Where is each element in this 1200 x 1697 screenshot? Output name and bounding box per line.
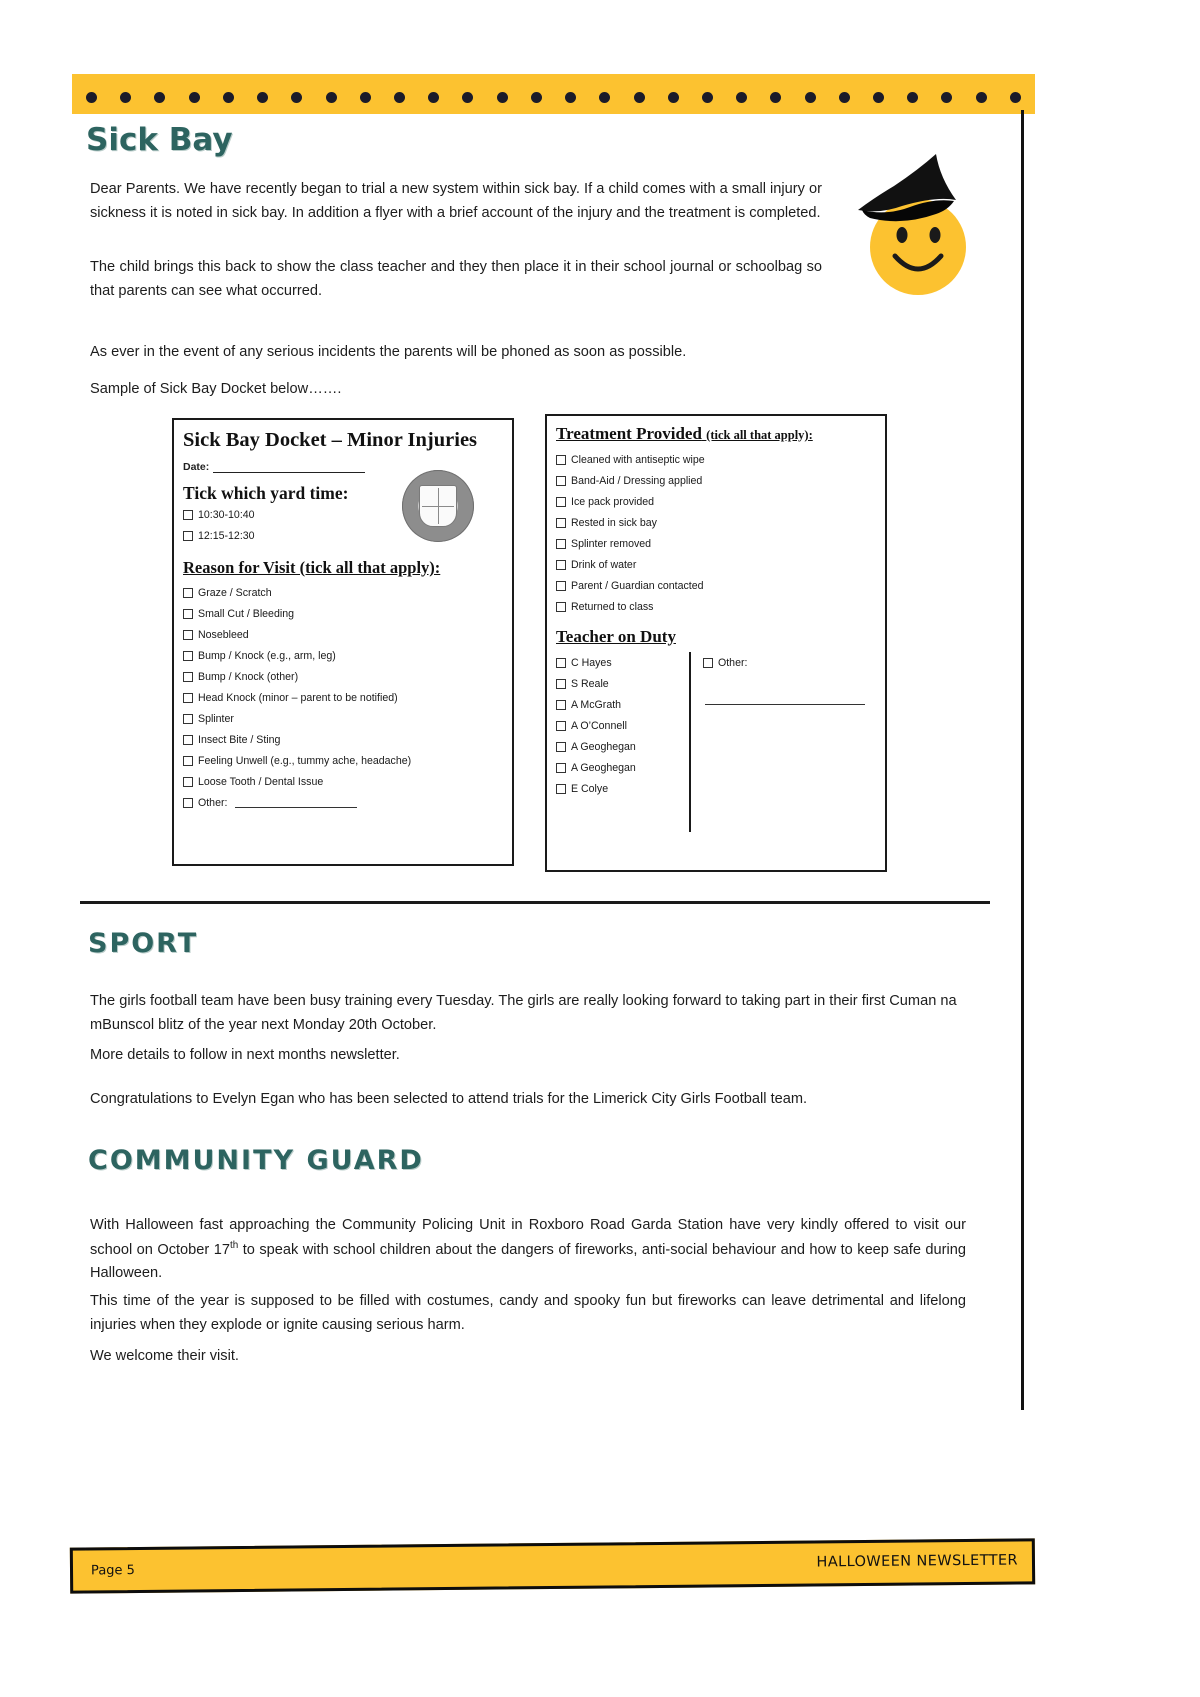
reason-other-input[interactable]	[235, 797, 357, 808]
checkbox-label: Nosebleed	[198, 628, 249, 641]
section-divider	[80, 901, 990, 904]
treatment-provided-title	[556, 424, 885, 444]
docket-date-input[interactable]	[213, 461, 365, 473]
teacher-option[interactable]	[556, 652, 689, 673]
dot-icon	[189, 92, 200, 103]
treatment-option[interactable]	[556, 596, 885, 617]
checkbox-icon[interactable]	[556, 497, 566, 507]
reason-for-visit-options	[174, 582, 512, 792]
checkbox-icon[interactable]	[556, 602, 566, 612]
section-title-sport: SPORT	[88, 928, 199, 959]
checkbox-label: 12:15-12:30	[198, 529, 255, 542]
reason-other-label: Other:	[198, 796, 228, 809]
checkbox-label: E Colye	[571, 782, 609, 795]
treatment-title-sub: (tick all that apply):	[706, 428, 813, 442]
reason-option[interactable]	[183, 645, 512, 666]
dot-icon	[599, 92, 610, 103]
reason-option[interactable]	[183, 603, 512, 624]
checkbox-label: Band-Aid / Dressing applied	[571, 474, 703, 487]
school-crest-icon	[402, 470, 474, 542]
checkbox-icon[interactable]	[556, 560, 566, 570]
teacher-option[interactable]	[556, 778, 689, 799]
docket-date-label: Date:	[183, 461, 210, 473]
checkbox-label: A O’Connell	[571, 719, 627, 732]
checkbox-icon[interactable]	[556, 539, 566, 549]
top-decorative-bar	[72, 74, 1035, 114]
reason-other-row[interactable]	[183, 792, 512, 813]
checkbox-icon[interactable]	[183, 630, 193, 640]
sick-bay-paragraph-3: As ever in the event of any serious incidents the parents will be phoned as soon as possible.	[90, 344, 687, 360]
checkbox-icon[interactable]	[556, 721, 566, 731]
checkbox-icon[interactable]	[183, 531, 193, 541]
dot-icon	[634, 92, 645, 103]
checkbox-label: Bump / Knock (e.g., arm, leg)	[198, 649, 336, 662]
reason-option[interactable]	[183, 750, 512, 771]
checkbox-icon[interactable]	[183, 651, 193, 661]
checkbox-icon[interactable]	[556, 679, 566, 689]
sick-bay-paragraph-4: Sample of Sick Bay Docket below…….	[90, 381, 342, 397]
teacher-on-duty-title: Teacher on Duty	[556, 627, 676, 646]
checkbox-label: S Reale	[571, 677, 609, 690]
teacher-other-row[interactable]	[703, 652, 885, 673]
reason-option[interactable]	[183, 771, 512, 792]
checkbox-label: Splinter removed	[571, 537, 652, 550]
dot-icon	[839, 92, 850, 103]
teacher-option[interactable]	[556, 757, 689, 778]
checkbox-icon[interactable]	[183, 693, 193, 703]
dot-icon	[462, 92, 473, 103]
cg-p1-part-b: to speak with school children about the dangers of fireworks, anti-social behaviour and how to keep safe during Halloween.	[90, 1241, 966, 1282]
dot-icon	[291, 92, 302, 103]
checkbox-label: Cleaned with antiseptic wipe	[571, 453, 705, 466]
reason-option[interactable]	[183, 729, 512, 750]
checkbox-icon[interactable]	[556, 742, 566, 752]
sport-paragraph-1: The girls football team have been busy training every Tuesday. The girls are really looking forward to taking part in their first Cuman na mBunscol blitz of the year next Monday 20th October.	[90, 993, 957, 1033]
checkbox-icon[interactable]	[183, 714, 193, 724]
cg-p1-part-a: With Halloween fast approaching the Community Policing Unit in Roxboro Road Garda Station have very kindly offered to visit our school on October 17	[90, 1217, 966, 1258]
checkbox-label: Parent / Guardian contacted	[571, 579, 704, 592]
checkbox-label: Ice pack provided	[571, 495, 655, 508]
sick-bay-paragraph-2: The child brings this back to show the class teacher and they then place it in their school journal or schoolbag so that parents can see what occurred.	[90, 259, 822, 299]
checkbox-icon[interactable]	[556, 581, 566, 591]
checkbox-icon[interactable]	[556, 455, 566, 465]
cg-p1-ordinal: th	[229, 1239, 239, 1251]
checkbox-label: Bump / Knock (other)	[198, 670, 299, 683]
docket-date-row	[183, 461, 512, 473]
treatment-option[interactable]	[556, 491, 885, 512]
reason-option[interactable]	[183, 582, 512, 603]
community-guard-paragraph-3: We welcome their visit.	[90, 1348, 239, 1364]
checkbox-label: A Geoghegan	[571, 761, 636, 774]
checkbox-icon[interactable]	[183, 672, 193, 682]
checkbox-icon[interactable]	[556, 784, 566, 794]
teacher-other-label: Other:	[718, 656, 748, 669]
treatment-options	[547, 449, 885, 617]
page-title-sick-bay: Sick Bay	[86, 122, 233, 158]
checkbox-icon[interactable]	[556, 700, 566, 710]
checkbox-label: Small Cut / Bleeding	[198, 607, 294, 620]
checkbox-icon[interactable]	[556, 476, 566, 486]
dot-icon	[428, 92, 439, 103]
yard-time-title: Tick which yard time:	[183, 483, 349, 503]
dot-icon	[497, 92, 508, 103]
dot-icon	[257, 92, 268, 103]
checkbox-icon[interactable]	[183, 735, 193, 745]
treatment-option[interactable]	[556, 449, 885, 470]
dot-icon	[805, 92, 816, 103]
treatment-option[interactable]	[556, 575, 885, 596]
checkbox-label: Splinter	[198, 712, 234, 725]
dot-icon	[531, 92, 542, 103]
sick-bay-docket-left	[172, 418, 514, 866]
dot-icon	[1010, 92, 1021, 103]
halloween-smiley-icon	[840, 140, 1000, 310]
treatment-option[interactable]	[556, 554, 885, 575]
checkbox-icon[interactable]	[703, 658, 713, 668]
checkbox-label: Insect Bite / Sting	[198, 733, 281, 746]
teacher-option[interactable]	[556, 736, 689, 757]
dot-icon	[86, 92, 97, 103]
checkbox-label: Feeling Unwell (e.g., tummy ache, headache)	[198, 754, 412, 767]
checkbox-icon[interactable]	[183, 798, 193, 808]
reason-option[interactable]	[183, 708, 512, 729]
checkbox-icon[interactable]	[556, 518, 566, 528]
reason-option[interactable]	[183, 666, 512, 687]
checkbox-label: Graze / Scratch	[198, 586, 272, 599]
checkbox-icon[interactable]	[183, 777, 193, 787]
treatment-option[interactable]	[556, 470, 885, 491]
treatment-option[interactable]	[556, 533, 885, 554]
checkbox-label: Drink of water	[571, 558, 637, 571]
footer-newsletter-title: HALLOWEEN NEWSLETTER	[816, 1552, 1019, 1571]
teacher-other-input[interactable]	[705, 703, 865, 705]
dot-icon	[154, 92, 165, 103]
dot-icon	[360, 92, 371, 103]
teacher-on-duty-columns	[547, 652, 885, 832]
dot-icon	[976, 92, 987, 103]
dot-icon	[668, 92, 679, 103]
dot-icon	[873, 92, 884, 103]
dot-icon	[326, 92, 337, 103]
teacher-option[interactable]	[556, 715, 689, 736]
community-guard-paragraph-2: This time of the year is supposed to be filled with costumes, candy and spooky fun but fireworks can leave detrimental and lifelong injuries when they explode or ignite causing serious harm.	[90, 1293, 966, 1333]
treatment-option[interactable]	[556, 512, 885, 533]
checkbox-label: Rested in sick bay	[571, 516, 657, 529]
reason-option[interactable]	[183, 624, 512, 645]
section-title-community-guard: COMMUNITY GUARD	[88, 1145, 424, 1176]
footer-page-number: Page 5	[90, 1563, 135, 1579]
teacher-list	[547, 652, 691, 832]
dot-icon	[223, 92, 234, 103]
checkbox-label: C Hayes	[571, 656, 612, 669]
checkbox-icon[interactable]	[556, 763, 566, 773]
sick-bay-docket-right	[545, 414, 887, 872]
dot-icon	[394, 92, 405, 103]
checkbox-label: Loose Tooth / Dental Issue	[198, 775, 324, 788]
sick-bay-paragraph-1: Dear Parents. We have recently began to trial a new system within sick bay. If a child comes with a small injury or sickness it is noted in sick bay. In addition a flyer with a brief account of the injury and the treatment is completed.	[90, 181, 822, 221]
dot-icon	[565, 92, 576, 103]
teacher-option[interactable]	[556, 694, 689, 715]
teacher-other-column	[691, 652, 885, 832]
treatment-title-main: Treatment Provided	[556, 424, 702, 443]
dot-icon	[702, 92, 713, 103]
checkbox-label: Head Knock (minor – parent to be notified)	[198, 691, 398, 704]
page-footer	[70, 1538, 1035, 1593]
dot-icon	[770, 92, 781, 103]
dot-icon	[941, 92, 952, 103]
sport-paragraph-2: More details to follow in next months newsletter.	[90, 1047, 400, 1063]
checkbox-icon[interactable]	[183, 510, 193, 520]
teacher-option[interactable]	[556, 673, 689, 694]
checkbox-label: A McGrath	[571, 698, 622, 711]
checkbox-label: 10:30-10:40	[198, 508, 255, 521]
checkbox-icon[interactable]	[183, 609, 193, 619]
docket-title: Sick Bay Docket – Minor Injuries	[183, 429, 478, 451]
page-right-rule	[1021, 110, 1024, 1410]
dot-icon	[736, 92, 747, 103]
checkbox-label: A Geoghegan	[571, 740, 636, 753]
checkbox-icon[interactable]	[556, 658, 566, 668]
checkbox-icon[interactable]	[183, 588, 193, 598]
dot-icon	[907, 92, 918, 103]
sport-paragraph-3: Congratulations to Evelyn Egan who has been selected to attend trials for the Limerick City Girls Football team.	[90, 1091, 808, 1107]
dot-icon	[120, 92, 131, 103]
reason-for-visit-title: Reason for Visit (tick all that apply):	[183, 558, 441, 577]
checkbox-label: Returned to class	[571, 600, 654, 613]
checkbox-icon[interactable]	[183, 756, 193, 766]
reason-option[interactable]	[183, 687, 512, 708]
community-guard-paragraph-1	[90, 1214, 966, 1286]
